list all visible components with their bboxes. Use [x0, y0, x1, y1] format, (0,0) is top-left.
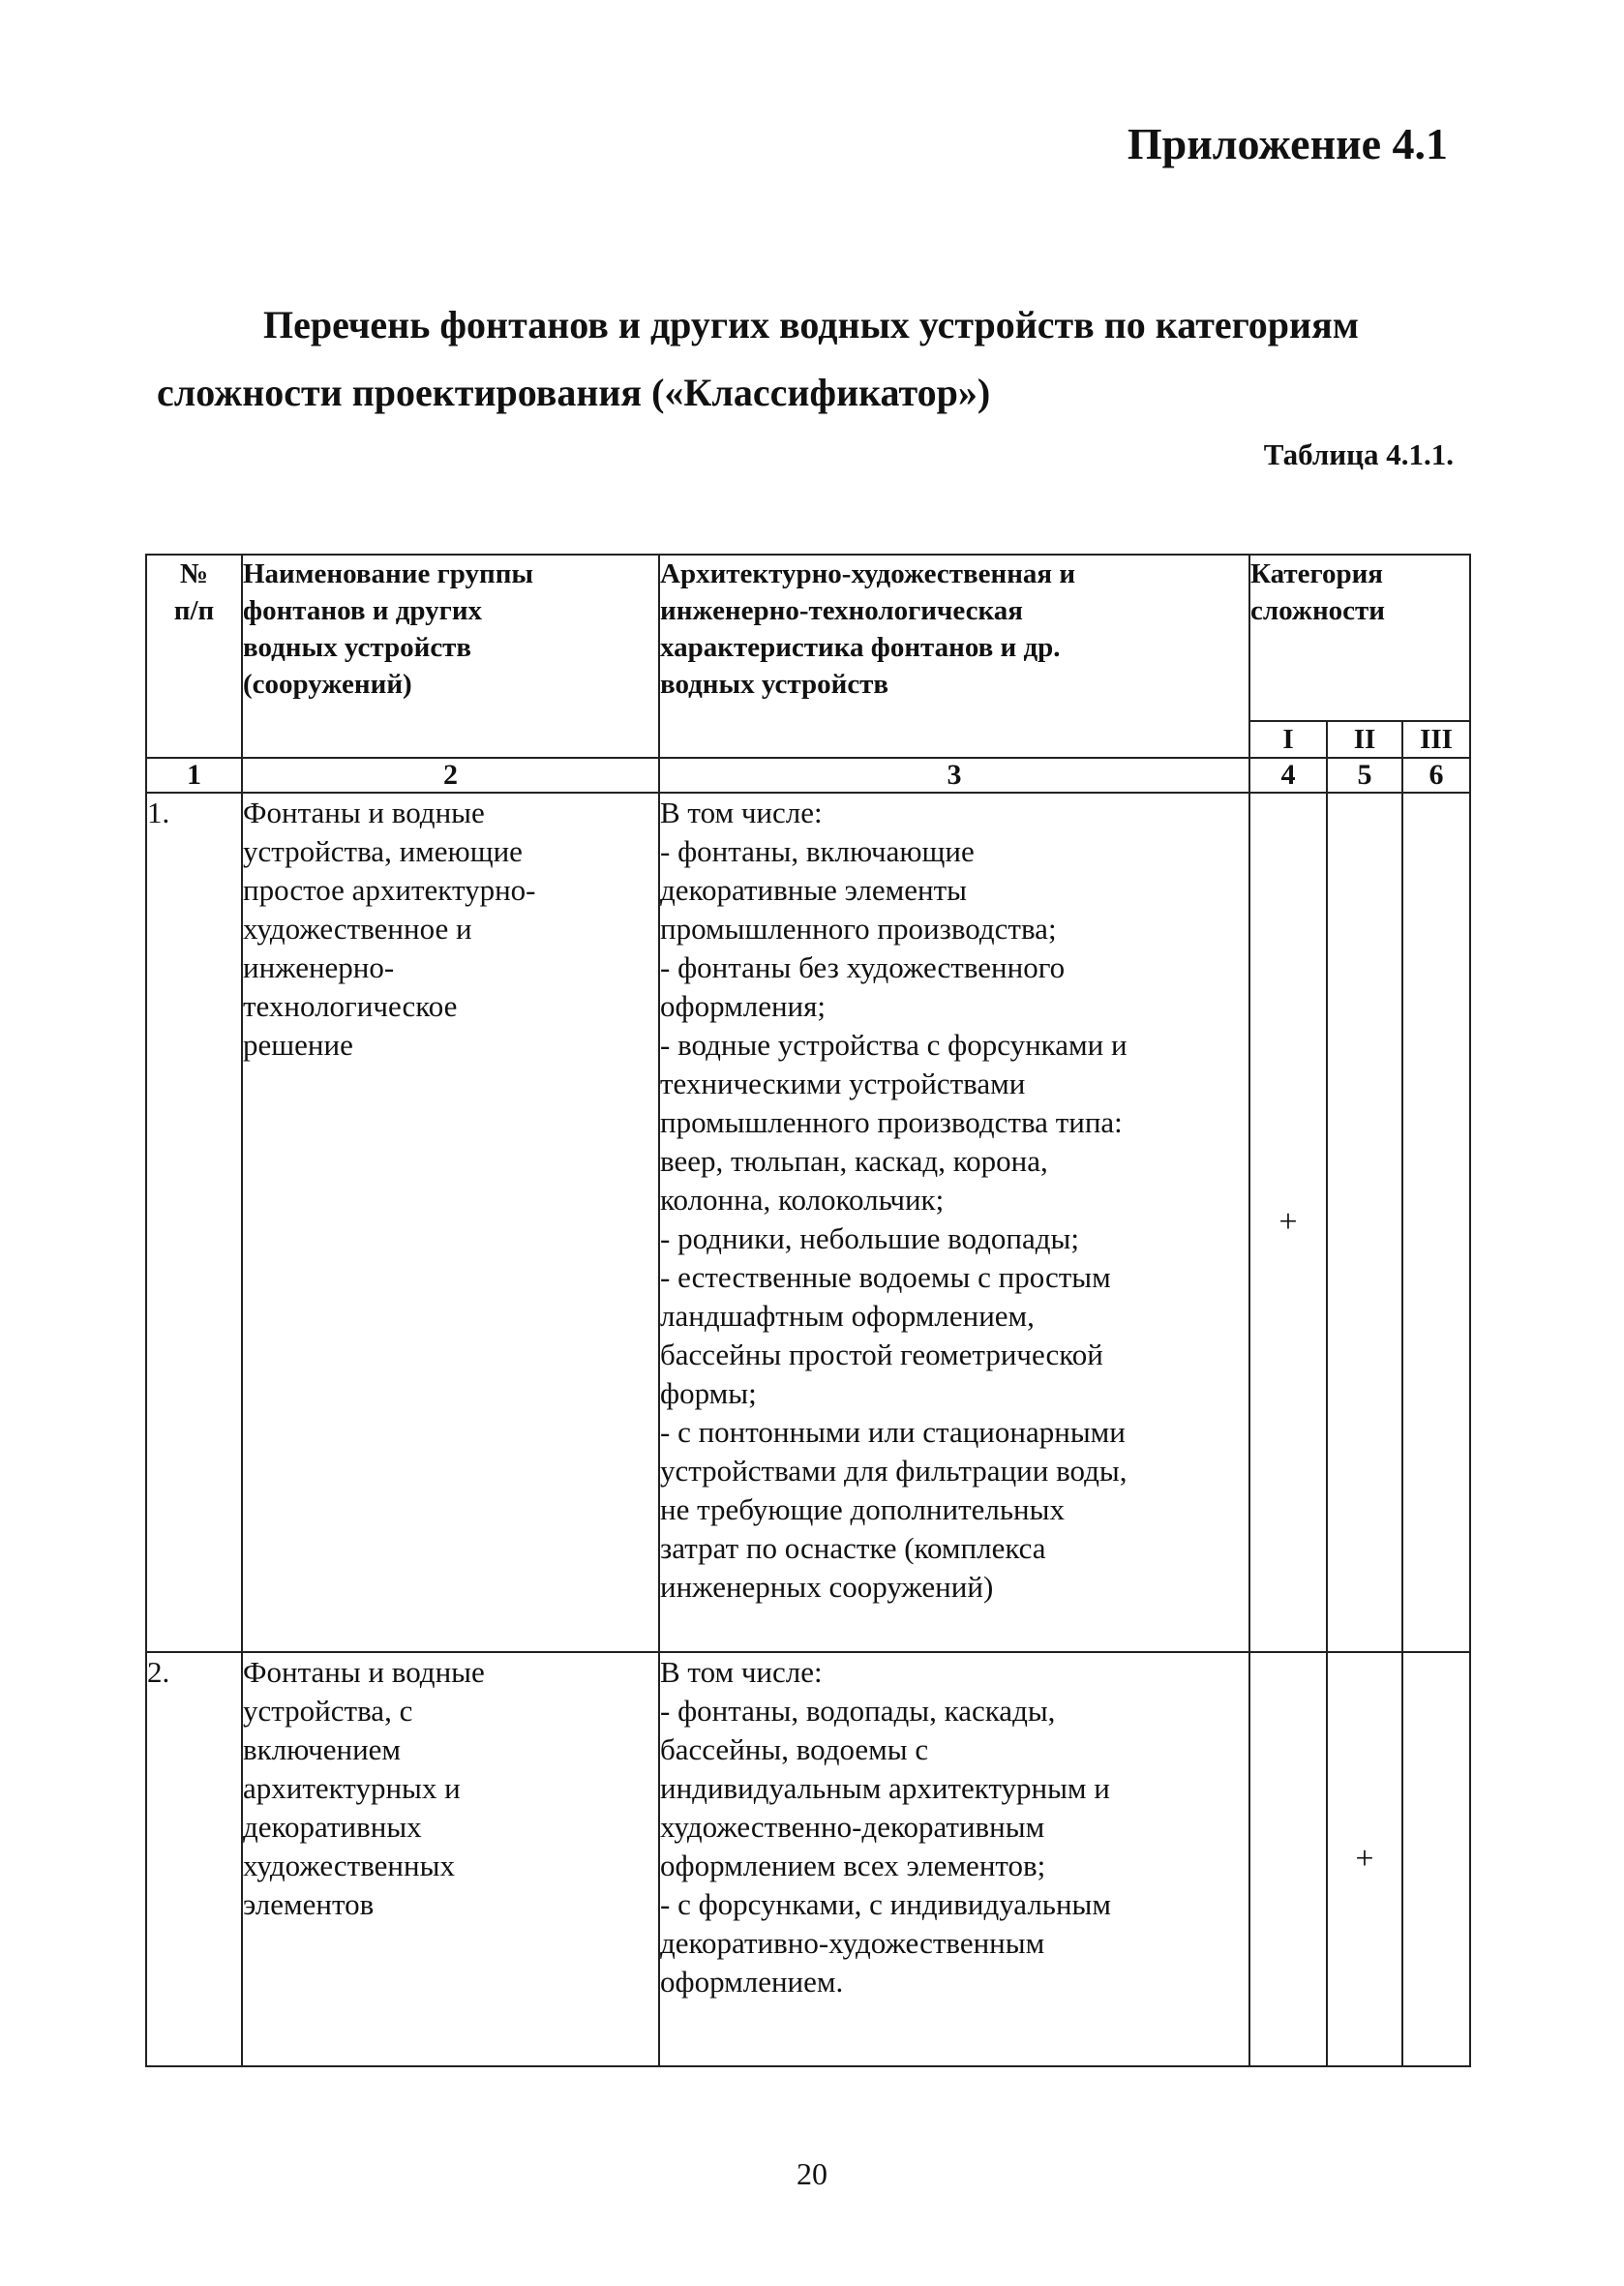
- document-title-line-2: сложности проектирования («Классификатор»): [157, 371, 991, 414]
- classifier-table: [145, 554, 1471, 2067]
- column-index-cell: 1: [146, 758, 242, 793]
- column-index-cell: 2: [242, 758, 659, 793]
- column-index-cell: 3: [659, 758, 1249, 793]
- category-III-header: III: [1402, 721, 1470, 758]
- header-description: Архитектурно-художественная и инженерно-технологическая характеристика фонтанов и др. водных устройств: [659, 555, 1249, 758]
- table-row: [146, 1652, 1470, 2066]
- category-II-mark: +: [1327, 1652, 1402, 2066]
- column-index-row: [146, 758, 1470, 793]
- column-index-cell: 4: [1249, 758, 1327, 793]
- header-group-name: Наименование группы фонтанов и других водных устройств (сооружений): [242, 555, 659, 758]
- category-I-header: I: [1249, 721, 1327, 758]
- category-II-header: II: [1327, 721, 1402, 758]
- row-description: В том числе: - фонтаны, включающие декоративные элементы промышленного производства; - фонтаны без художественного оформления; - водные устройства с форсунками и техническими устройствами промышленного производства типа: веер, тюльпан, каскад, корона, колонна, колокольчик; - родники, небольшие водопады; - естественные водоемы с простым ландшафтным оформлением, бассейны простой геометрической формы; - с понтонными или стационарными устройствами для фильтрации воды, не требующие дополнительных затрат по оснастке (комплекса инженерных сооружений): [659, 793, 1249, 1652]
- row-description: В том числе: - фонтаны, водопады, каскады, бассейны, водоемы с индивидуальным архитектурным и художественно-декоративным оформлением всех элементов; - с форсунками, с индивидуальным декоративно-художественным оформлением.: [659, 1652, 1249, 2066]
- category-III-mark: [1402, 793, 1470, 1652]
- category-I-mark: [1249, 1652, 1327, 2066]
- category-I-mark: +: [1249, 793, 1327, 1652]
- column-index-cell: 5: [1327, 758, 1402, 793]
- document-title-line-1: Перечень фонтанов и других водных устройств по категориям: [263, 303, 1359, 346]
- header-complexity-category: Категория сложности: [1249, 555, 1470, 721]
- page-number: 20: [797, 2156, 827, 2191]
- row-group-name: Фонтаны и водные устройства, с включением архитектурных и декоративных художественных элементов: [242, 1652, 659, 2066]
- row-number: 1.: [146, 793, 242, 1652]
- row-group-name: Фонтаны и водные устройства, имеющие простое архитектурно- художественное и инженерно- технологическое решение: [242, 793, 659, 1652]
- table-row: [146, 793, 1470, 1652]
- category-III-mark: [1402, 1652, 1470, 2066]
- table-label: Таблица 4.1.1.: [1263, 437, 1454, 471]
- row-number: 2.: [146, 1652, 242, 2066]
- appendix-label: Приложение 4.1: [1127, 119, 1448, 168]
- header-number: № п/п: [146, 555, 242, 758]
- column-index-cell: 6: [1402, 758, 1470, 793]
- category-II-mark: [1327, 793, 1402, 1652]
